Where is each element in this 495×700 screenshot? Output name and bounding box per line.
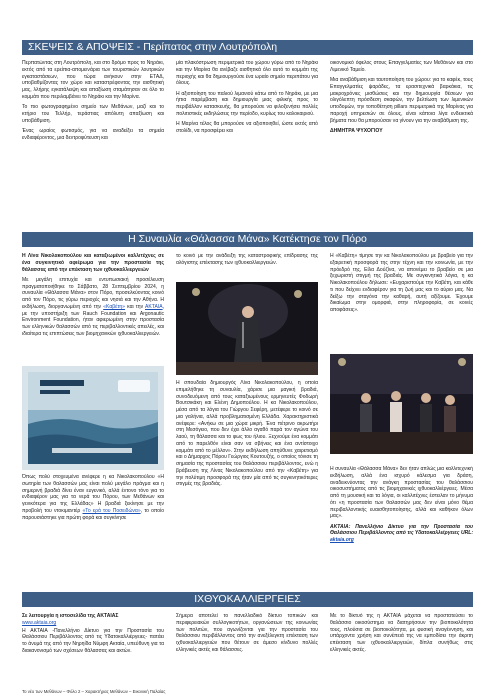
sec1-c1-p1: Περπατώντας στη Λουτρόπολη, και στο δρόμο προς το Νηράκι, εκτός από τα ερείπια-απομεινάρια των τουριστικών λουτρικών εγκαταστάσεων, που τώρα ανήκουν στην ΕΤΑΔ, υποβαθμίζοντας τον χώρο και καταστρέφοντας την αισθητική μας, λλήρης εγκατάλειψη και απαξίωση σταμάτησαν σε όλο το κομμάτι που περιλαμβάνει το Νηράκι και την Μαρίνα. [22, 60, 164, 100]
sec1-column-1 [22, 60, 164, 206]
section-banner-concert: Η Συναυλία «Θάλασσα Μάνα» Κατέκτησε τον Πόρο [22, 232, 473, 247]
sec2-c1-p2 [22, 277, 164, 338]
sec1-c1-p2: Το πιο φωτογραφημένο σημείο των Μεθάνων, μαζί και το κτήριο του Τελλήρ, τεράστιας απόλυτη απαξίωση και υποβάθμιση. [22, 104, 164, 124]
sec3-c2-body: Σήμερα αποτελεί το πανελλαδικό δίκτυο τοπικών και περιφερειακών συλλογικοτήτων, οργανώσεων της κοινωνίας των πολιτών, που αγωνίζονται για την προστασία του θαλάσσιου περιβάλλοντος από την ανεξέλεγκτη επέκταση των ιχθυοκαλλιεργειών που θέτουν σε άμεσο κίνδυνο πολλές ελληνικές ακτές και θάλασσες. [176, 613, 318, 653]
sec3-column-1 [22, 613, 164, 685]
sec1-c3-p1: οικονομικό όφελος στους Επαγγελματίες των Μεθάνων και στο Λιμενικό Ταμείο. [330, 60, 473, 73]
performers-stage-photo [330, 354, 473, 454]
sec3-column-2 [176, 613, 318, 685]
aktaia-caption [330, 524, 473, 544]
sec2-c1-bottom-rest: , το οποίο παρουσιάστηκε για πρώτη φορά και συγκίνησε [22, 507, 164, 521]
concert-poster-image [22, 366, 164, 470]
sec2-column-1-top [22, 253, 164, 363]
sec1-c1-p3: Ένας ωραίος φωτισμός, για να αναδείξει τα σημεία ενδιαφέροντος, μια δεντροφύτευση και [22, 127, 164, 141]
page-footer: Το νέο των Μεθάνων – Φύλο 2 – Χαρακτήρας Μεθάνων – Εικονική Παλαίας [22, 689, 166, 694]
sec3-url-row [22, 620, 164, 627]
section-banner-reflections: ΣΚΕΨΕΙΣ & ΑΠΟΨΕΙΣ - Περίπατος στην Λουτρόπολη [22, 40, 473, 55]
performers-stage-image [330, 354, 473, 454]
sec2-c1-bottom [22, 474, 164, 521]
sec2-c3-top: Η «Καβέτη» τίμησε την κα Νικολακοπούλου με βραβείο για την εξαιρετική προσφορά της στην τέχνη και την κοινωνία, με την πρόεδρό της, Είλα Δούζίνα, να απονέμει το βραβείο σε μια ξεχωριστή στιγμή της βραδιάς. Με συγκινητικά λόγια, η κα Νικολακοπούλου δήλωσε: «Ευχαριστούμε την Καβέτη, και κάθε τι που δείχνει ενδιαφέρον για τη ζωή μας και το αύριο μας. Να δείξω την σταγόνα την καθαρή, αυτή αξίζουμε. Έχουμε δικαίωμα στην ομορφιά, στην πληροφορία, σε κοινές αποφάσεις». [330, 253, 473, 313]
sec2-column-3-bottom [330, 466, 473, 564]
aktaia-url-link[interactable]: aktaia.org [330, 537, 354, 544]
sec2-column-2-top [176, 253, 318, 279]
sec3-headline: Σε λειτουργία η ιστοσελίδα της ΑΚΤΑΙΑΣ [22, 613, 119, 619]
sec2-c1-p2-and: και την [127, 303, 144, 310]
sec2-c2-top: το κοινό με την ανάδειξη της καταστροφικής επίδρασης της αλόγιστης επέκτασης των ιχθυοκαλλιεργειών. [176, 253, 318, 266]
sec2-lead: Η Λίνα Νικολακοπούλου και καταξιωμένοι καλλιτέχνες σε ένα συγκινητικό αφιέρωμα για την προστασία της θάλασσας από την επέκταση των ιχθυοκαλλιεργειών [22, 253, 164, 273]
sec3-column-3 [330, 613, 473, 685]
sec1-c2-p3: Η Μαρίνα τέλος θα μπορούσε να αξιοποιηθεί, ώστε εκτός από στολίδι, να προσφέρει και [176, 121, 318, 134]
sec1-author: ΔΗΜΗΤΡΑ ΨΥΧΟΓΙΟΥ [330, 127, 383, 134]
sec2-c1-p2-rest: , με την υποστήριξη των Rauch Foundation και Argonautic Environment Foundation, ήταν αφιερωμένη στην προστασία των ελληνικών θαλασσών από τις περιβαλλοντικές απειλές, και ιδιαίτερα τις επιπτώσεις των βιομηχανικών ιχθυοκαλλιεργειών. [22, 303, 164, 337]
sec3-c3-body: Με το δίκτυό της η ΑΚΤΑΙΑ μάχεται να προστατεύσει το θαλάσσιο οικοσύστημα να διατηρήσουν την βιοποικιλότητα τους, πλούσια σε βιοποικιλότητα, με φυσική αναγέννηση, και υπάρχοντα χρήση και συνέπειά της να εμποδίσει την άκριτη επέκταση των ιχθυοκαλλιεργειών, δίπλα συνήθως στις ελληνικές ακτές. [330, 613, 473, 653]
sec1-c2-p2: Η αξιοποίηση του παλιού λιμανιού κάτω από το Νηράκι, με μια ήπια παρέμβαση και δημιουργία μιας φιλικής προς το περιβάλλον κατασκευής, θα μπορούσε να φιλοξενήσει πολλές πολιτιστικές εκδηλώσεις την περίοδο, κυρίως του καλοκαιριού. [176, 90, 318, 117]
sec3-c1-body: Η ΑΚΤΑΙΑ -Πανελλήνιο Δίκτυο για την Προστασία του Θαλάσσιου Περιβάλλοντος από τις Υδατοκαλλιέργειες- πατάει το άνυμά της από την Νηρηίδα Νύμφη Ακταία, υπεύθυνη για τα διακανονισμό των σχέσεων θάλασσας και ακτών. [22, 627, 164, 654]
sec2-c1-bottom-text: Όπως πολύ στοχευμένα ανέφερε η κα Νικολακοπούλου «Η σωτηρία των θαλασσών μας είναι πολύ μεγάλο πράγμα και η σημερινή βραδιά δίνει έναν ευγενικό, αλλά έντονο τόνο για το ενδιαφέρον μας για τα νερά του Πόρου, των Μεθάνων και γενικότερα για της Ελλάδας» Η βραδιά ξεκίνησε με την προβολή του ντοκιμαντέρ [22, 474, 164, 514]
sec2-c1-p2-text: Με μεγάλη επιτυχία και εντυπωσιακή προσέλευση πραγματοποιήθηκε το Σάββατο, 28 Σεπτεμβρίου 2024, η συναυλία «Θάλασσα Μάνα» στον Πόρο, προσελκύοντας κοινό από τον Πόρο, τις γύρω περιοχές και νησιά και την Αθήνα. Η εκδήλωση, διοργανωμένη από την [22, 276, 164, 310]
aktaia-link[interactable]: ΑΚΤΑΙΑ [145, 303, 163, 310]
singer-stage-photo [176, 282, 318, 375]
sec1-column-3 [330, 60, 473, 210]
kaveti-link[interactable]: «Καβέτη» [103, 303, 125, 310]
singer-stage-image [176, 282, 318, 375]
aktaia-website-link[interactable]: www.aktaia.org [22, 619, 57, 626]
documentary-link[interactable]: «Το ερά του Ποσειδώνα» [82, 507, 141, 514]
sec2-c3-p1: Η συναυλία «Θάλασσα Μάνα» δεν ήταν απλώς μια καλλιτεχνική εκδήλωση, αλλά ένα ισχυρό κάλεσμα για δράση, αναδεικνύοντας την ανάγκη προστασίας του θαλάσσιου οικοσυστήματος από τις βιομηχανικές ιχθυοκαλλιέργειες. Μέσα από τη μουσική και τα λόγια, οι καλλιτέχνες έστειλαν το μήνυμα ότι «η προστασία των θαλασσών μας δεν είναι μόνο θέμα περιβαλλοντικής ευαισθητοποίησης, αλλά και καθήκον όλων μας». [330, 466, 473, 520]
concert-poster-photo [22, 366, 164, 470]
sec2-c2-bottom: Η σπουδαία δημιουργός Λίνα Νικολακοπούλου, η οποία επιμελήθηκε τη συναυλία, χάρισε μια μαγική βραδιά, συνοδευόμενη από τους καταξιωμένους ερμηνευτές Φοδωρή Βουτσικάκη και Ελένη Δημοπούλου. Η κα Νικολακοπούλου, μέσα από τα λόγια του Γιώργου Σεφέρη, μετέφερε το κοινό σε μια γαλήνια, αλλά προβληματισμένη Ελλάδα. Χαρακτηριστικά ανέφερε: «Ανήκω σε μια χώρα μικρή. Ένα πέτρινο ακρωτήρι στη Μεσόγειο, που δεν έχει άλλο αγαθό παρά τον αγώνα του λαού, τη θάλασσα και το φως του ήλιου. Ξεχνούμε ένα κομμάτι από το παρελθόν είναι σαν να σβήνεις και ένα αντίστοιχο κομμάτι από το μέλλον». Στην εκδήλωση απηύθυνε χαιρετισμό και ο Δήμαρχος Πόρου Γεώργιος Κουτουζής, ο οποίος τόνισε τη σημασία της προστασίας του θαλάσσιου περιβάλλοντος, ενώ η βράβευση της Λίνας Νικολακοπούλου από την «Καβέτη» για την πολύτιμη προσφορά της ήταν μία από τις συγκινητικότερες στιγμές της βραδιάς. [176, 380, 318, 488]
sec1-column-2 [176, 60, 318, 206]
section-banner-fish-farming: ΙΧΘΥΟΚΑΛΛΙΕΡΓΕΙΕΣ [22, 592, 473, 607]
sec2-column-1-bottom [22, 474, 164, 558]
aktaia-caption-text: ΑΚΤΑΙΑ: Πανελλήνιο Δίκτυο για την Προστασία του Θαλάσσιου Περιβάλλοντος από τις Υδατοκαλλιέργειες URL: [330, 523, 473, 537]
sec1-c2-p1: μία πλακόστρωση περιμετρικά του χώρου γύρω από το Νηράκι και την Μαρίνα θα ανέβαζε αισθητικά όλο αυτό το κομμάτι της περιοχής και θα δημιουργούσε ένα ωραίο σημείο περιπάτου για όλους. [176, 60, 318, 87]
sec2-column-3-top [330, 253, 473, 351]
sec2-column-2-bottom [176, 380, 318, 562]
sec1-c3-p2: Μια αναβάθμιση και ταυτοποίηση του χώρου: για το καφέκ, τους Επαγγελματίες ψαράδες, τα ερασιτεχνικά βαρκάκια, τις μακροχρόνιες μισθώσεις και την δημιουργία θέσεων για ολιγόλεπτη πρόσδεση σκαφών, την βελτίωση των λιμενικών υποδομών, την τοποθέτηση pillars περιμετρικά της Μαρίνας για παροχή υπηρεσιών σε όλους, είναι κάποια λίγα ενδεικτικά βήματα που θα μπορούσαν να γίνουν για την αναβάθμιση της. [330, 77, 473, 124]
